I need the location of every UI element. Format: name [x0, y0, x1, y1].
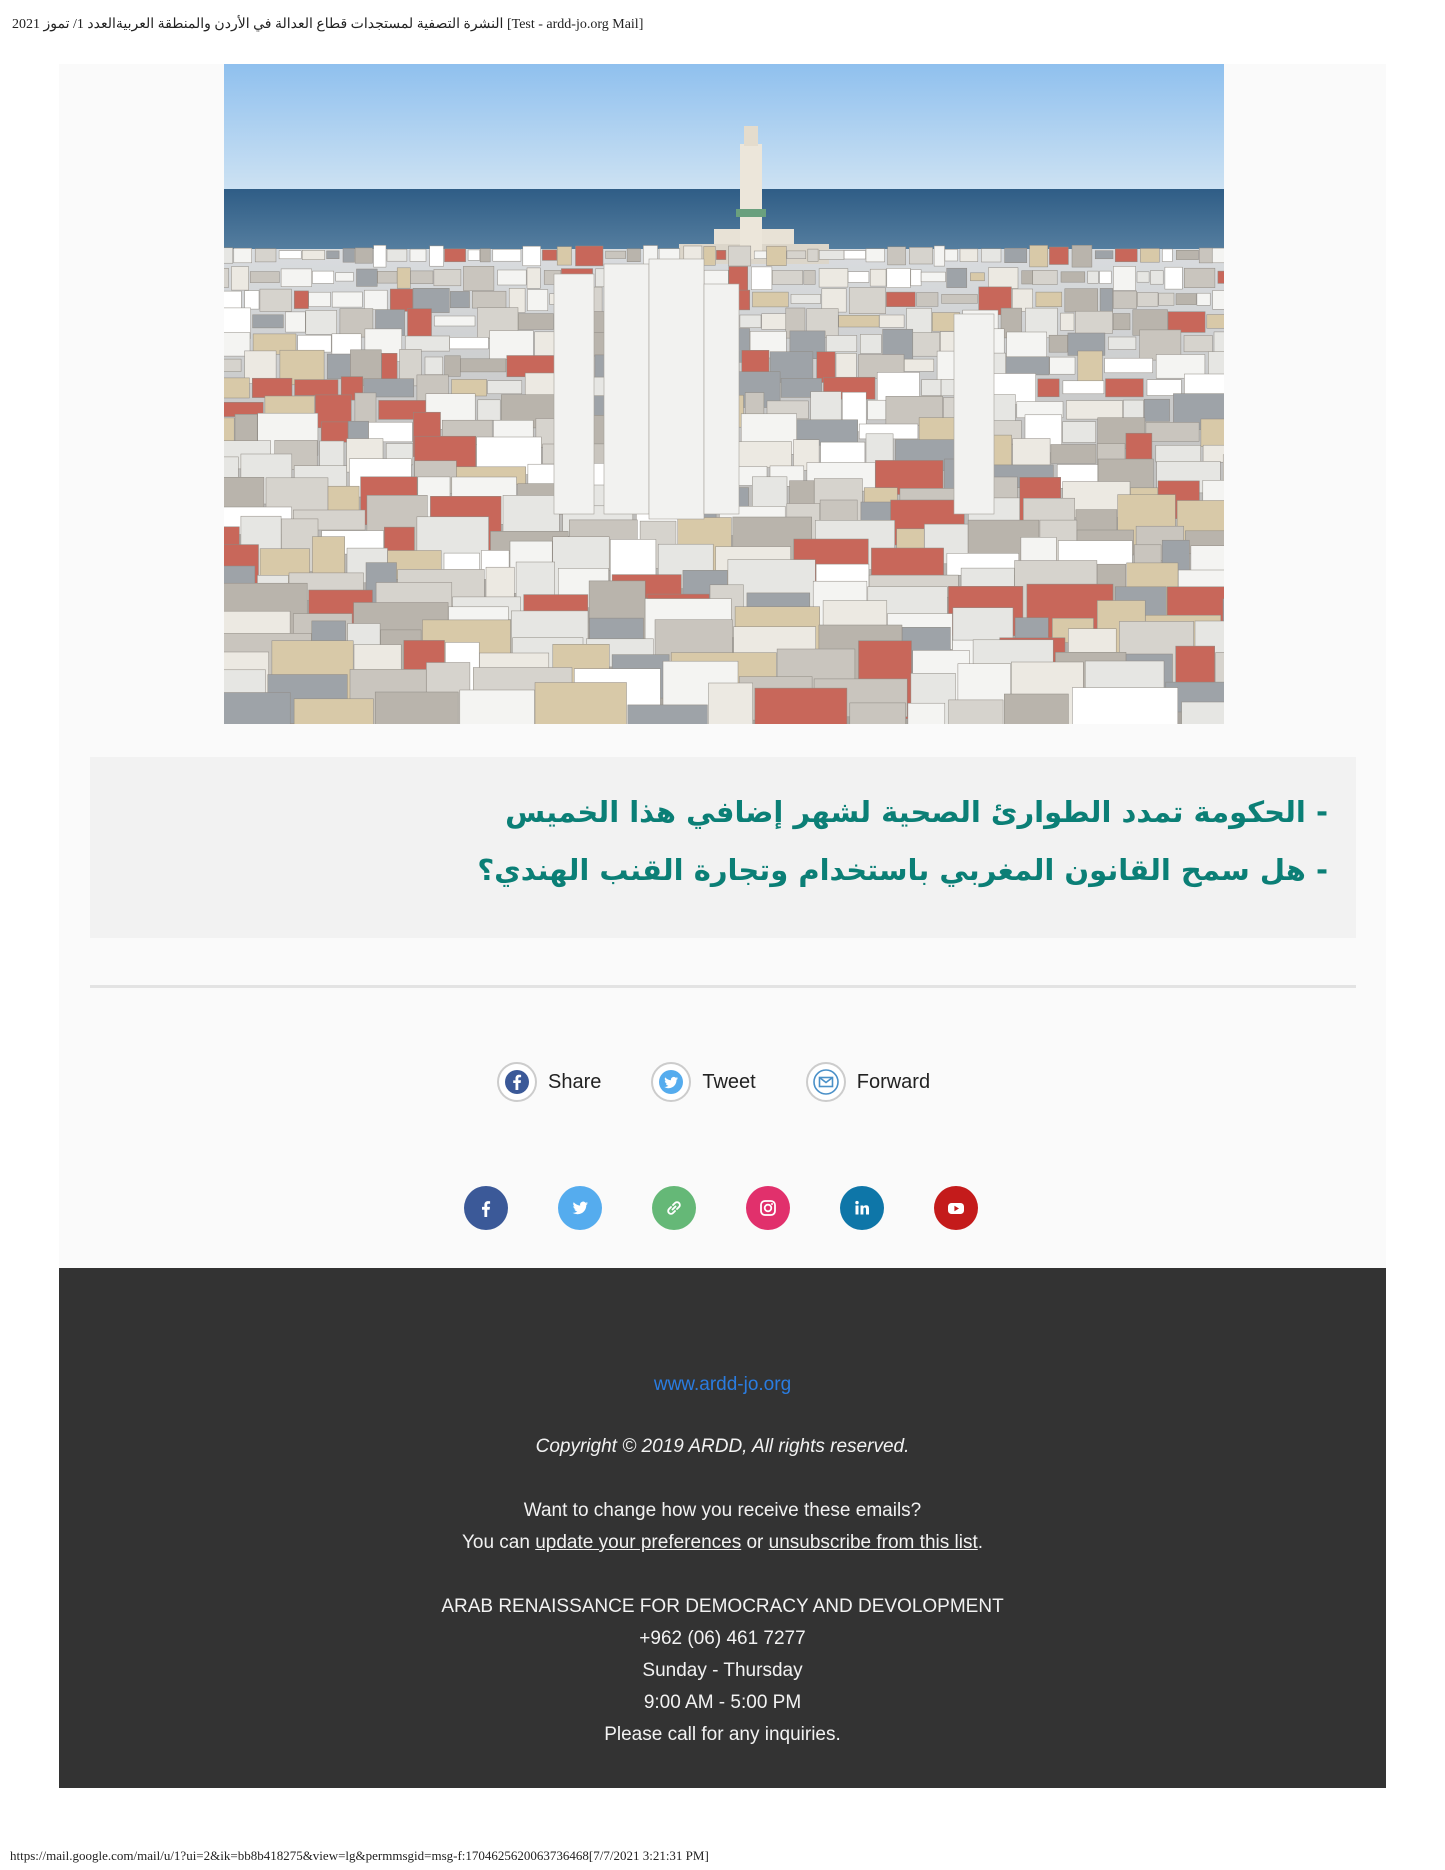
- website-link[interactable]: www.ardd-jo.org: [653, 1374, 792, 1395]
- update-preferences-link[interactable]: update your preferences: [535, 1532, 742, 1553]
- email-icon: [806, 1062, 846, 1102]
- phone-number: +962 (06) 461 7277: [639, 1628, 806, 1649]
- tweet-button[interactable]: [651, 1062, 755, 1102]
- email-footer: [59, 1268, 1386, 1788]
- org-name: ARAB RENAISSANCE FOR DEMOCRACY AND DEVOLOPMENT: [441, 1596, 1004, 1617]
- or-text: or: [741, 1532, 769, 1553]
- instagram-icon[interactable]: [746, 1186, 790, 1230]
- headline-box: [90, 757, 1356, 938]
- inquiry-note: Please call for any inquiries.: [604, 1724, 841, 1745]
- hero-image: [224, 64, 1224, 724]
- tweet-label: Tweet: [702, 1070, 756, 1093]
- facebook-icon: [497, 1062, 537, 1102]
- facebook-icon[interactable]: [464, 1186, 508, 1230]
- social-links: [464, 1186, 978, 1230]
- period-text: .: [977, 1532, 984, 1553]
- share-row: [497, 1060, 930, 1104]
- link-icon[interactable]: [652, 1186, 696, 1230]
- unsubscribe-link[interactable]: unsubscribe from this list: [768, 1532, 978, 1553]
- copyright-text: Copyright © 2019 ARDD, All rights reserved.: [535, 1436, 910, 1457]
- headline-2[interactable]: - هل سمح القانون المغربي باستخدام وتجارة القنب الهندي؟: [477, 853, 1328, 887]
- preferences-line: [59, 1531, 1386, 1555]
- change-prompt: Want to change how you receive these emails?: [523, 1500, 922, 1521]
- headline-1[interactable]: - الحكومة تمدد الطوارئ الصحية لشهر إضافي هذا الخميس: [505, 795, 1328, 829]
- share-label: Share: [548, 1070, 602, 1093]
- office-hours: 9:00 AM - 5:00 PM: [643, 1692, 802, 1713]
- divider: [90, 985, 1356, 988]
- office-days: Sunday - Thursday: [642, 1660, 803, 1681]
- twitter-icon: [651, 1062, 691, 1102]
- print-footer: https://mail.google.com/mail/u/1?ui=2&ik=bb8b418275&view=lg&permmsgid=msg-f:1704625620063736468[7/7/2021 3:21:31 PM]: [10, 1848, 709, 1863]
- you-can-text: You can: [461, 1532, 536, 1553]
- share-facebook-button[interactable]: [497, 1062, 601, 1102]
- youtube-icon[interactable]: [934, 1186, 978, 1230]
- twitter-icon[interactable]: [558, 1186, 602, 1230]
- print-header: [Test - ardd-jo.org Mail] النشرة التصفية لمستجدات قطاع العدالة في الأردن والمنطقة العربيةالعدد 1/ تموز 2021: [12, 17, 644, 32]
- linkedin-icon[interactable]: [840, 1186, 884, 1230]
- forward-button[interactable]: [806, 1062, 930, 1102]
- forward-label: Forward: [856, 1070, 931, 1093]
